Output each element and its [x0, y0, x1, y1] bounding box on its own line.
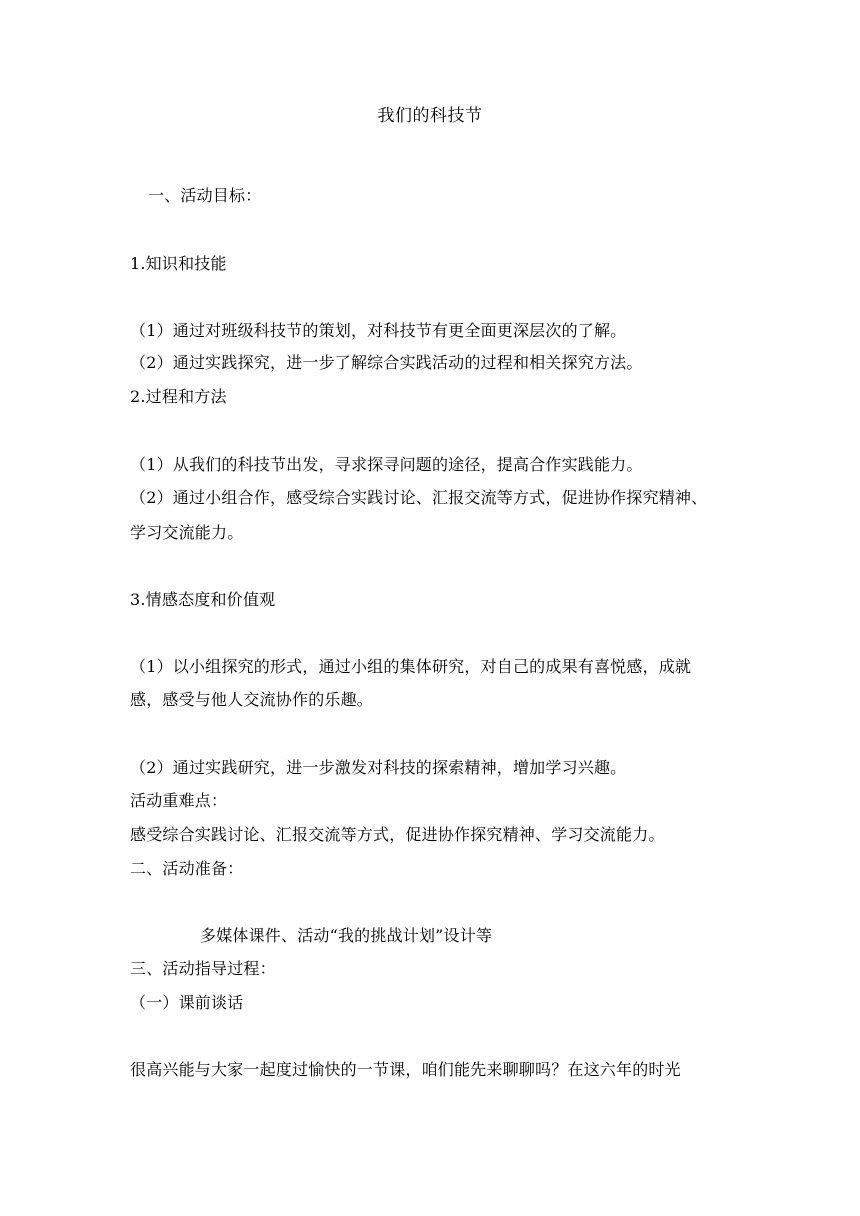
subheading-process-methods: 2.过程和方法 — [130, 387, 227, 406]
paragraph-line: 感，感受与他人交流协作的乐趣。 — [130, 690, 374, 709]
section-heading-guidance-process: 三、活动指导过程： — [130, 959, 276, 978]
subheading-key-difficulties: 活动重难点： — [130, 791, 228, 810]
paragraph-line: （2）通过实践探究，进一步了解综合实践活动的过程和相关探究方法。 — [130, 353, 643, 372]
subheading-knowledge-skills: 1.知识和技能 — [130, 254, 227, 273]
paragraph-line: 多媒体课件、活动“我的挑战计划”设计等 — [200, 926, 493, 945]
paragraph-line: （1）通过对班级科技节的策划，对科技节有更全面更深层次的了解。 — [130, 321, 627, 340]
paragraph-line: 很高兴能与大家一起度过愉快的一节课，咱们能先来聊聊吗？在这六年的时光 — [130, 1060, 681, 1079]
paragraph-line: 学习交流能力。 — [130, 523, 244, 542]
paragraph-line: （2）通过小组合作，感受综合实践讨论、汇报交流等方式，促进协作探究精神、 — [130, 488, 708, 507]
paragraph-line: （1）以小组探究的形式，通过小组的集体研究，对自己的成果有喜悦感，成就 — [130, 657, 692, 676]
subheading-pre-class-talk: （一）课前谈话 — [130, 993, 244, 1012]
paragraph-line: （2）通过实践研究，进一步激发对科技的探索精神，增加学习兴趣。 — [130, 758, 627, 777]
section-heading-objectives: 一、活动目标： — [148, 186, 262, 205]
subheading-attitudes-values: 3.情感态度和价值观 — [130, 590, 276, 609]
paragraph-line: （1）从我们的科技节出发，寻求探寻问题的途径，提高合作实践能力。 — [130, 455, 643, 474]
paragraph-line: 感受综合实践讨论、汇报交流等方式，促进协作探究精神、学习交流能力。 — [130, 825, 665, 844]
section-heading-preparation: 二、活动准备： — [130, 859, 244, 878]
document-title: 我们的科技节 — [377, 106, 483, 126]
